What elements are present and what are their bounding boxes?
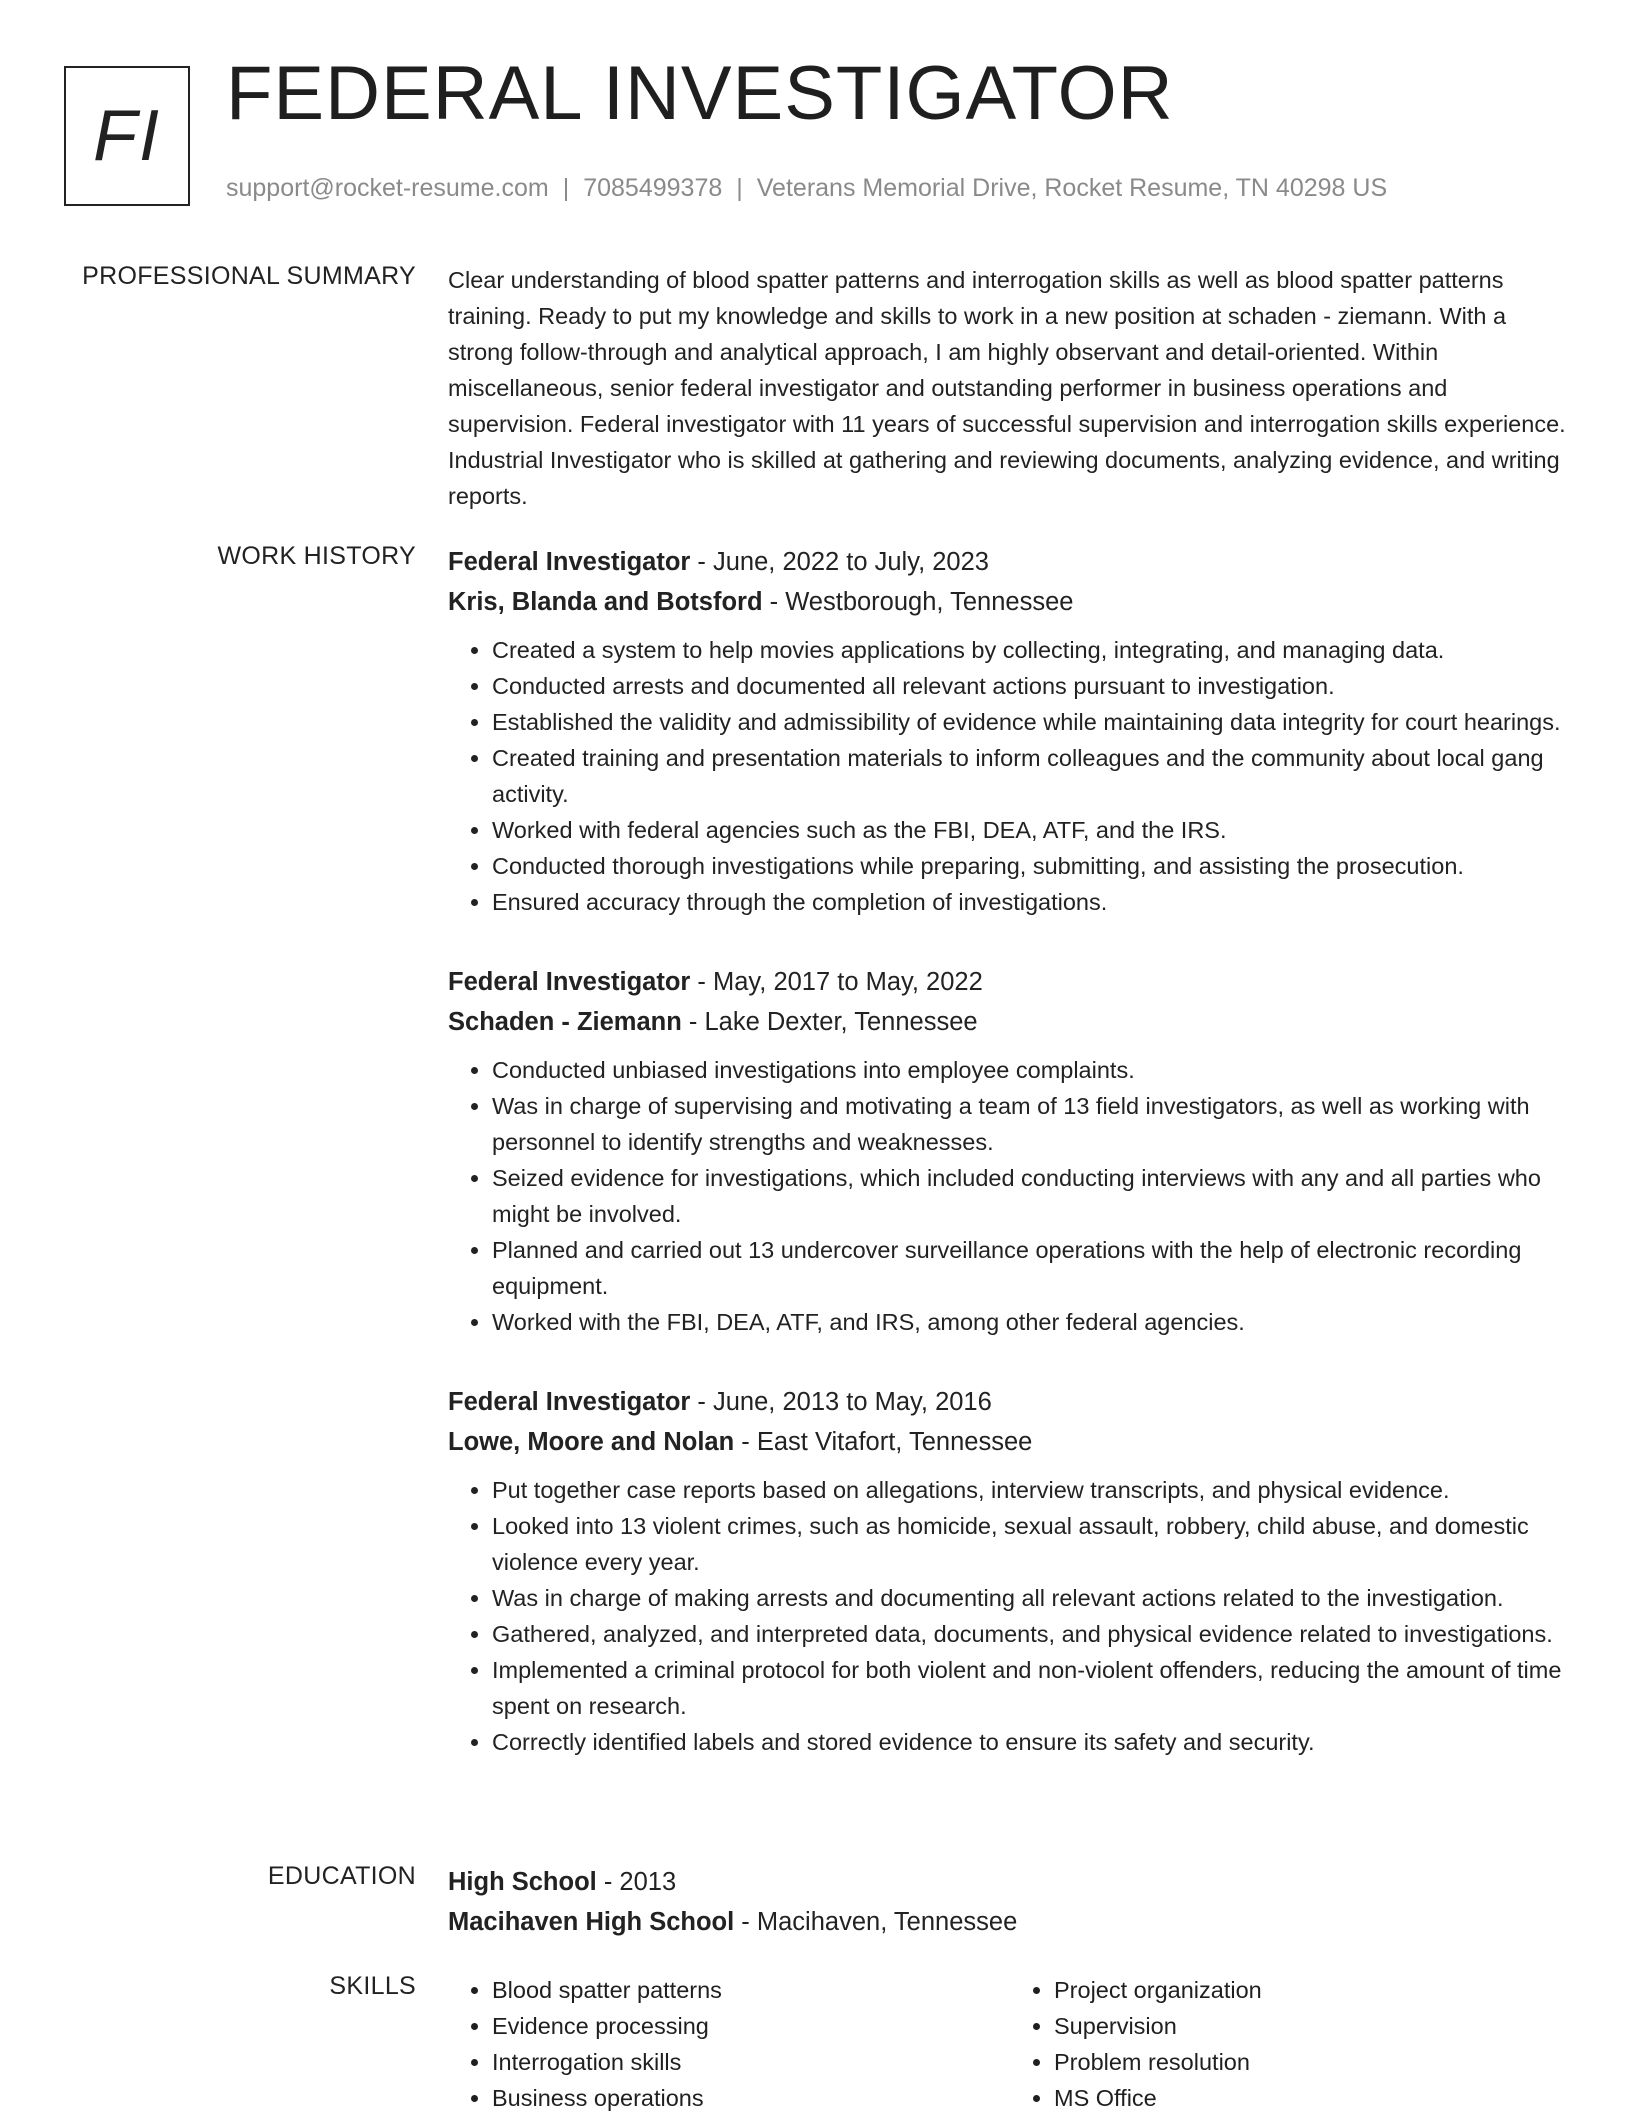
education-location: - Macihaven, Tennessee	[734, 1908, 1018, 1936]
skill-item: • Blood spatter patterns	[492, 1972, 1010, 2008]
job-bullet: • Worked with federal agencies such as the FBI, DEA, ATF, and the IRS.	[492, 812, 1572, 848]
job-bullets	[448, 1472, 1572, 1760]
skill-item: • Supervision	[1054, 2008, 1572, 2044]
section-label-summary: PROFESSIONAL SUMMARY	[82, 262, 416, 290]
skills-column-right	[1010, 1972, 1572, 2116]
job-company-line	[448, 1002, 1572, 1042]
contact-separator: |	[736, 174, 743, 202]
job-bullet: • Gathered, analyzed, and interpreted data, documents, and physical evidence related to investigations.	[492, 1616, 1572, 1652]
job-bullet: • Conducted arrests and documented all relevant actions pursuant to investigation.	[492, 668, 1572, 704]
skill-item: • MS Office	[1054, 2080, 1572, 2116]
job-bullet: • Correctly identified labels and stored evidence to ensure its safety and security.	[492, 1724, 1572, 1760]
education-school: Macihaven High School	[448, 1908, 735, 1936]
job-entry	[448, 542, 1572, 920]
job-company: Kris, Blanda and Botsford	[448, 588, 763, 616]
job-entry	[448, 962, 1572, 1340]
job-bullet: • Put together case reports based on allegations, interview transcripts, and physical evidence.	[492, 1472, 1572, 1508]
skill-item: • Business operations	[492, 2080, 1010, 2116]
job-bullets	[448, 1052, 1572, 1340]
skill-item: • Project organization	[1054, 1972, 1572, 2008]
contact-line	[226, 174, 1387, 203]
contact-email[interactable]: support@rocket-resume.com	[226, 174, 549, 202]
section-label-work-history: WORK HISTORY	[217, 542, 416, 570]
job-bullet: • Implemented a criminal protocol for both violent and non-violent offenders, reducing the amount of time spent on research.	[492, 1652, 1572, 1724]
job-bullet: • Seized evidence for investigations, which included conducting interviews with any and all parties who might be involved.	[492, 1160, 1572, 1232]
summary-text: Clear understanding of blood spatter patterns and interrogation skills as well as blood spatter patterns training. Ready to put my knowledge and skills to work in a new position at schaden - ziemann. With a strong follow-through and analytical approach, I am highly observant and detail-oriented. Within miscellaneous, senior federal investigator and outstanding performer in business operations and supervision. Federal investigator with 11 years of successful supervision and interrogation skills experience. Industrial Investigator who is skilled at gathering and reviewing documents, analyzing evidence, and writing reports.	[448, 267, 1566, 509]
job-company-line	[448, 582, 1572, 622]
job-bullet: • Worked with the FBI, DEA, ATF, and IRS, among other federal agencies.	[492, 1304, 1572, 1340]
job-company-line	[448, 1422, 1572, 1462]
contact-separator: |	[562, 174, 570, 202]
job-bullet: • Conducted unbiased investigations into employee complaints.	[492, 1052, 1572, 1088]
contact-phone[interactable]: 7085499378	[583, 174, 723, 202]
job-bullet: • Planned and carried out 13 undercover surveillance operations with the help of electronic recording equipment.	[492, 1232, 1572, 1304]
job-dates: - June, 2013 to May, 2016	[690, 1388, 992, 1416]
education-year: - 2013	[596, 1868, 677, 1896]
job-bullet: • Established the validity and admissibility of evidence while maintaining data integrity for court hearings.	[492, 704, 1572, 740]
job-title: Federal Investigator	[448, 1388, 691, 1416]
job-company: Lowe, Moore and Nolan	[448, 1428, 735, 1456]
job-bullet: • Conducted thorough investigations while preparing, submitting, and assisting the prosecution.	[492, 848, 1572, 884]
education-degree-line	[448, 1862, 1572, 1902]
job-dates: - June, 2022 to July, 2023	[690, 548, 989, 576]
contact-address: Veterans Memorial Drive, Rocket Resume, TN 40298 US	[756, 174, 1388, 202]
job-bullet: • Was in charge of supervising and motivating a team of 13 field investigators, as well as working with personnel to identify strengths and weaknesses.	[492, 1088, 1572, 1160]
job-bullets	[448, 632, 1572, 920]
section-label-education: EDUCATION	[267, 1862, 416, 1890]
skills-grid	[448, 1972, 1572, 2116]
candidate-title: FEDERAL INVESTIGATOR	[226, 51, 1174, 136]
skill-item: • Problem resolution	[1054, 2044, 1572, 2080]
education-degree: High School	[448, 1868, 597, 1896]
job-title: Federal Investigator	[448, 548, 691, 576]
job-location: - Westborough, Tennessee	[762, 588, 1074, 616]
job-dates: - May, 2017 to May, 2022	[690, 968, 983, 996]
job-bullet: • Created training and presentation materials to inform colleagues and the community about local gang activity.	[492, 740, 1572, 812]
job-company: Schaden - Ziemann	[448, 1008, 682, 1036]
job-location: - Lake Dexter, Tennessee	[681, 1008, 978, 1036]
monogram-logo: FI	[64, 66, 190, 206]
skills-body	[448, 1972, 1572, 2116]
job-location: - East Vitafort, Tennessee	[734, 1428, 1033, 1456]
skill-item: • Interrogation skills	[492, 2044, 1010, 2080]
job-title-line	[448, 542, 1572, 582]
education-school-line	[448, 1902, 1572, 1942]
work-history-body	[448, 542, 1572, 1760]
job-entry	[448, 1382, 1572, 1760]
job-bullet: • Created a system to help movies applications by collecting, integrating, and managing data.	[492, 632, 1572, 668]
job-bullet: • Was in charge of making arrests and documenting all relevant actions related to the investigation.	[492, 1580, 1572, 1616]
job-title-line	[448, 1382, 1572, 1422]
job-bullet: • Ensured accuracy through the completion of investigations.	[492, 884, 1572, 920]
job-title: Federal Investigator	[448, 968, 691, 996]
section-label-skills: SKILLS	[329, 1972, 416, 2000]
skills-column-left	[448, 1972, 1010, 2116]
skill-item: • Evidence processing	[492, 2008, 1010, 2044]
summary-body	[448, 262, 1572, 514]
job-bullet: • Looked into 13 violent crimes, such as homicide, sexual assault, robbery, child abuse, and domestic violence every year.	[492, 1508, 1572, 1580]
job-title-line	[448, 962, 1572, 1002]
education-body	[448, 1862, 1572, 1942]
